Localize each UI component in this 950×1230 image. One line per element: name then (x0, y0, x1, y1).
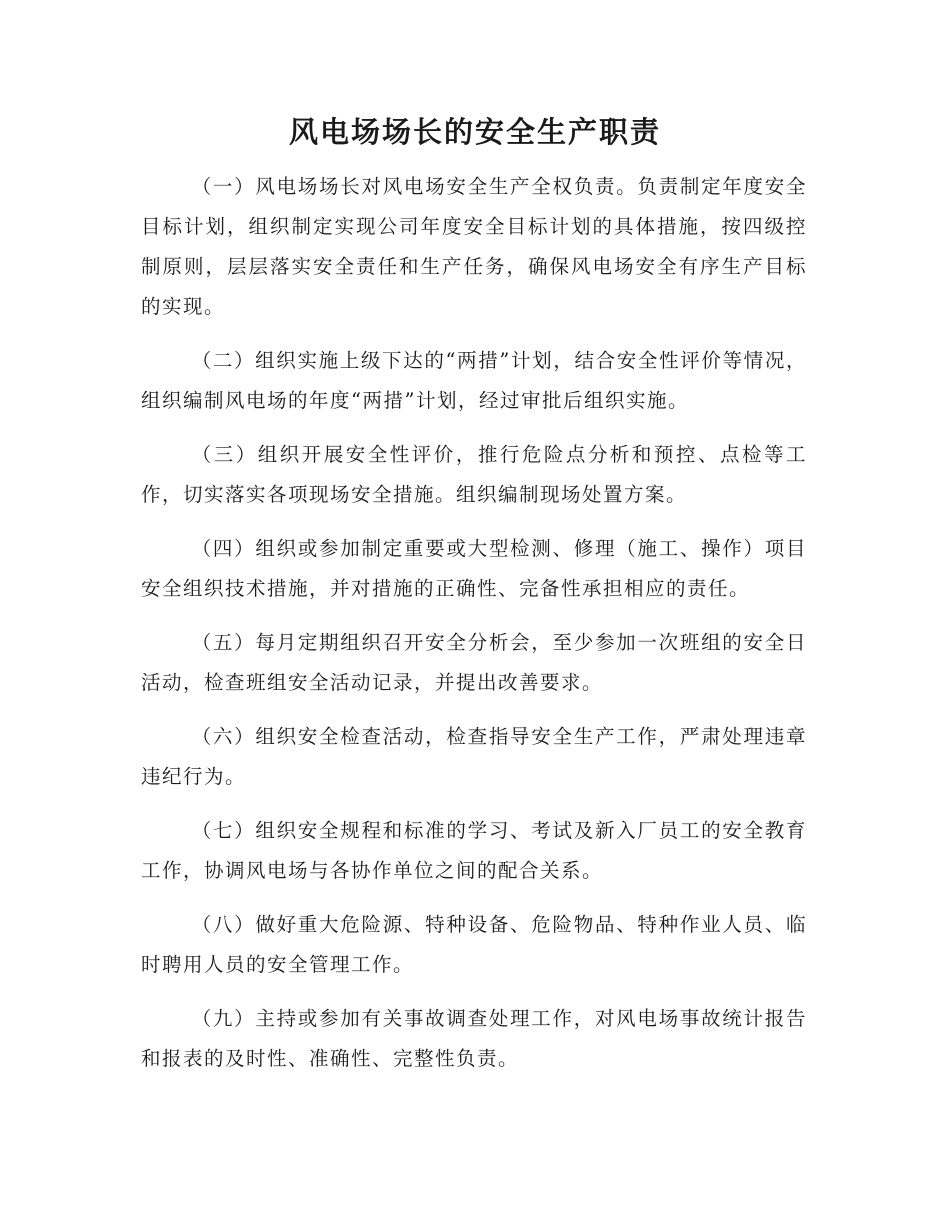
paragraph-7: （七）组织安全规程和标准的学习、考试及新入厂员工的安全教育工作，协调风电场与各协作单位之间的配合关系。 (141, 819, 807, 882)
document-body (141, 167, 807, 1093)
paragraph-5: （五）每月定期组织召开安全分析会，至少参加一次班组的安全日活动，检查班组安全活动记录，并提出改善要求。 (141, 631, 807, 694)
paragraph-2: （二）组织实施上级下达的“两措”计划，结合安全性评价等情况，组织编制风电场的年度“两措”计划，经过审批后组织实施。 (141, 349, 807, 412)
paragraph-8: （八）做好重大危险源、特种设备、危险物品、特种作业人员、临时聘用人员的安全管理工作。 (141, 913, 807, 976)
paragraph-1: （一）风电场场长对风电场安全生产全权负责。负责制定年度安全目标计划，组织制定实现公司年度安全目标计划的具体措施，按四级控制原则，层层落实安全责任和生产任务，确保风电场安全有序生产目标的实现。 (141, 175, 807, 318)
paragraph-3: （三）组织开展安全性评价，推行危险点分析和预控、点检等工作，切实落实各项现场安全措施。组织编制现场处置方案。 (141, 443, 807, 506)
document-title: 风电场场长的安全生产职责 (288, 115, 661, 149)
paragraph-4: （四）组织或参加制定重要或大型检测、修理（施工、操作）项目安全组织技术措施，并对措施的正确性、完备性承担相应的责任。 (141, 537, 807, 600)
paragraph-6: （六）组织安全检查活动，检查指导安全生产工作，严肃处理违章违纪行为。 (141, 725, 807, 788)
paragraph-9: （九）主持或参加有关事故调查处理工作，对风电场事故统计报告和报表的及时性、准确性、完整性负责。 (141, 1007, 807, 1070)
